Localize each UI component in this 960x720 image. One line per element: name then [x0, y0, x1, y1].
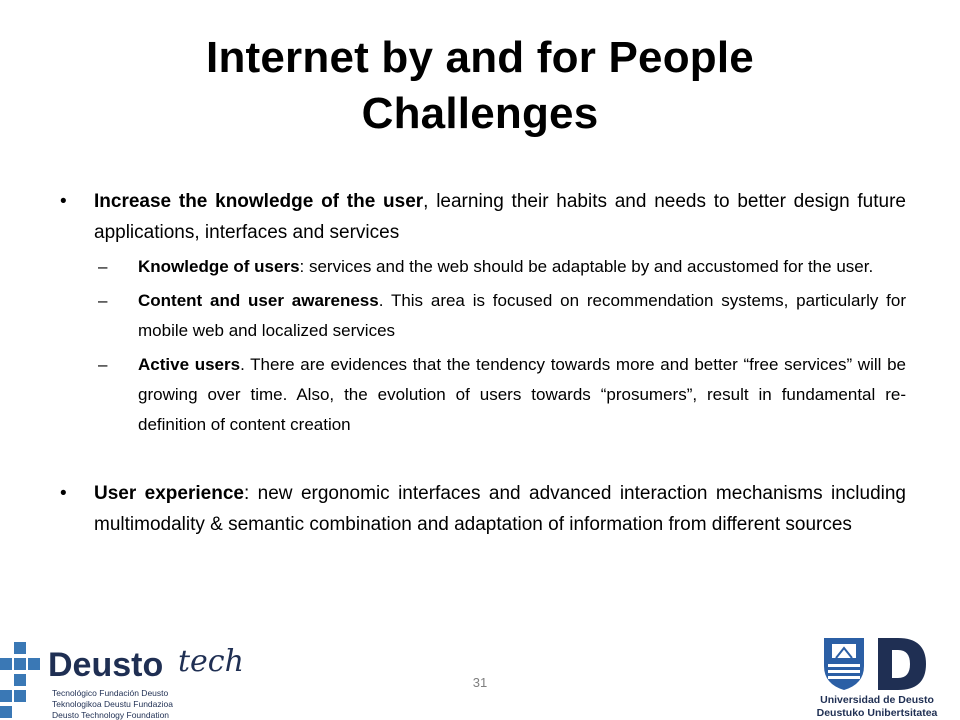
deustotech-suffix: tech — [178, 644, 244, 679]
sub-bullet-marker: – — [98, 355, 108, 374]
deustotech-brand: Deusto — [48, 646, 164, 684]
sub-bullet-bold-text: Active users — [138, 355, 241, 374]
sub-bullet-marker: – — [98, 257, 108, 276]
sub-bullet-text: . There are evidences that the tendency towards more and better “free services” will be growing over time. Also, the evolution of users towards “prosumers”, result in fundamental re-definition of content creation — [138, 355, 906, 434]
slide-title — [60, 30, 900, 142]
sub-bullet-active-users — [60, 350, 906, 440]
sub-bullet-content-awareness — [60, 286, 906, 346]
sub-bullet-bold-text: Knowledge of users — [138, 257, 300, 276]
sub-bullet-bold-text: Content and user awareness — [138, 291, 379, 310]
page-number: 31 — [472, 675, 488, 690]
sub-bullet-list — [60, 252, 906, 440]
deustotech-logo — [0, 636, 300, 720]
spacer — [60, 444, 906, 478]
sub-bullet-text: : services and the web should be adaptable by and accustomed for the user. — [299, 257, 874, 276]
bullet-text: , learning their habits and needs to better design future applications, interfaces and services — [94, 191, 906, 243]
sub-bullet-marker: – — [98, 291, 108, 310]
bullet-user-knowledge — [60, 186, 906, 248]
bullet-bold-text: User experience — [94, 483, 244, 504]
sub-bullet-knowledge-of-users — [60, 252, 906, 282]
deustotech-mark-icon — [0, 636, 48, 720]
bullet-marker: • — [60, 483, 67, 504]
deustotech-line-2: Teknologikoa Deustu Fundazioa — [52, 699, 173, 709]
bullet-text: : new ergonomic interfaces and advanced interaction mechanisms including multimodality & semantic combination and adaptation of information from different sources — [94, 483, 906, 535]
slide-content — [60, 186, 906, 540]
university-name-eu: Deustuko Unibertsitatea — [816, 707, 938, 719]
bullet-user-experience — [60, 478, 906, 540]
university-shield-icon — [802, 632, 952, 692]
bullet-marker: • — [60, 191, 67, 212]
title-line-1: Internet by and for People — [206, 33, 754, 82]
universidad-deusto-logo — [802, 632, 952, 720]
bullet-bold-text: Increase the knowledge of the user — [94, 191, 424, 212]
deustotech-line-1: Tecnológico Fundación Deusto — [52, 688, 169, 698]
deustotech-line-3: Deusto Technology Foundation — [52, 710, 170, 720]
university-name-es: Universidad de Deusto — [820, 694, 934, 706]
sub-bullet-text: . This area is focused on recommendation systems, particularly for mobile web and localized services — [138, 291, 906, 340]
title-line-2: Challenges — [361, 89, 599, 138]
